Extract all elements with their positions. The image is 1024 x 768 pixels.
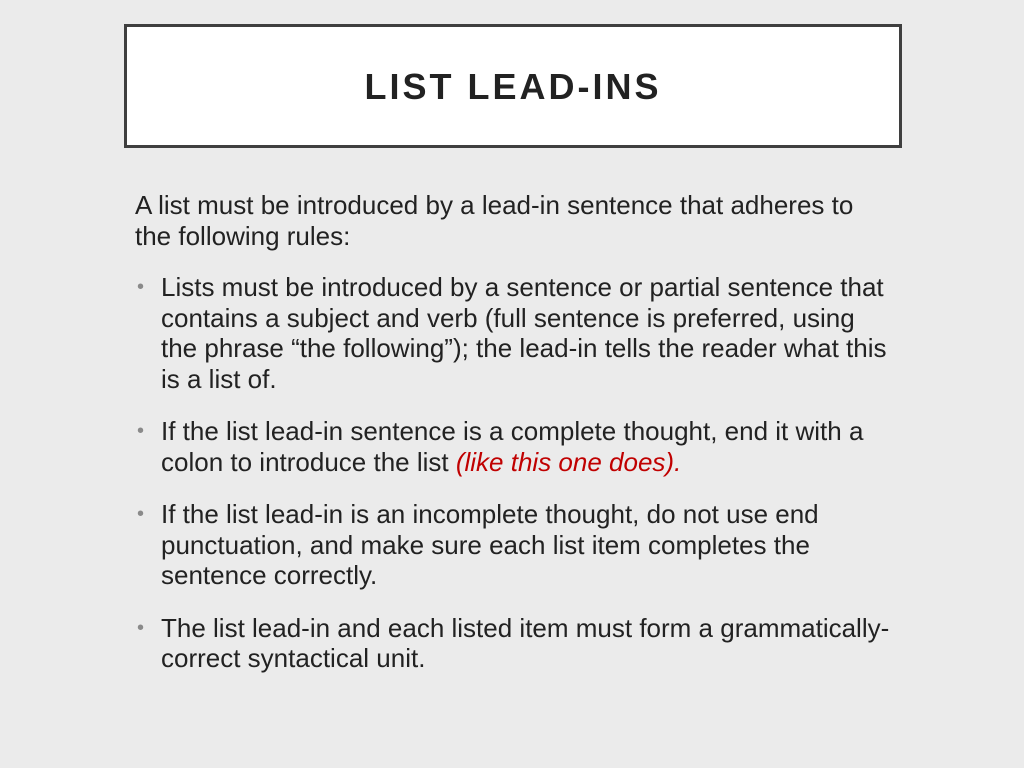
list-item-text: The list lead-in and each listed item must form a grammatically-correct syntactical unit. <box>161 612 890 673</box>
slide-title: LIST LEAD-INS <box>364 66 662 107</box>
list-item-text: If the list lead-in sentence is a complete thought, end it with a colon to introduce the list <box>161 416 864 477</box>
title-box <box>124 24 902 148</box>
rules-list <box>135 272 895 674</box>
list-item-text: Lists must be introduced by a sentence or partial sentence that contains a subject and verb (full sentence is preferred, using the phrase “the following”); the lead-in tells the reader what this is a list of. <box>161 272 887 394</box>
list-item <box>135 416 895 477</box>
list-item <box>135 613 895 674</box>
list-item <box>135 272 895 394</box>
bullet-icon: • <box>137 420 145 442</box>
slide-content <box>135 190 895 696</box>
bullet-icon: • <box>137 616 145 639</box>
list-item <box>135 499 895 591</box>
bullet-icon: • <box>137 503 145 525</box>
emphasis-text: (like this one does). <box>455 446 682 477</box>
bullet-icon: • <box>137 276 145 298</box>
intro-paragraph: A list must be introduced by a lead-in sentence that adheres to the following rules: <box>135 190 854 251</box>
list-item-text: If the list lead-in is an incomplete thought, do not use end punctuation, and make sure each list item completes the sentence correctly. <box>161 499 819 590</box>
